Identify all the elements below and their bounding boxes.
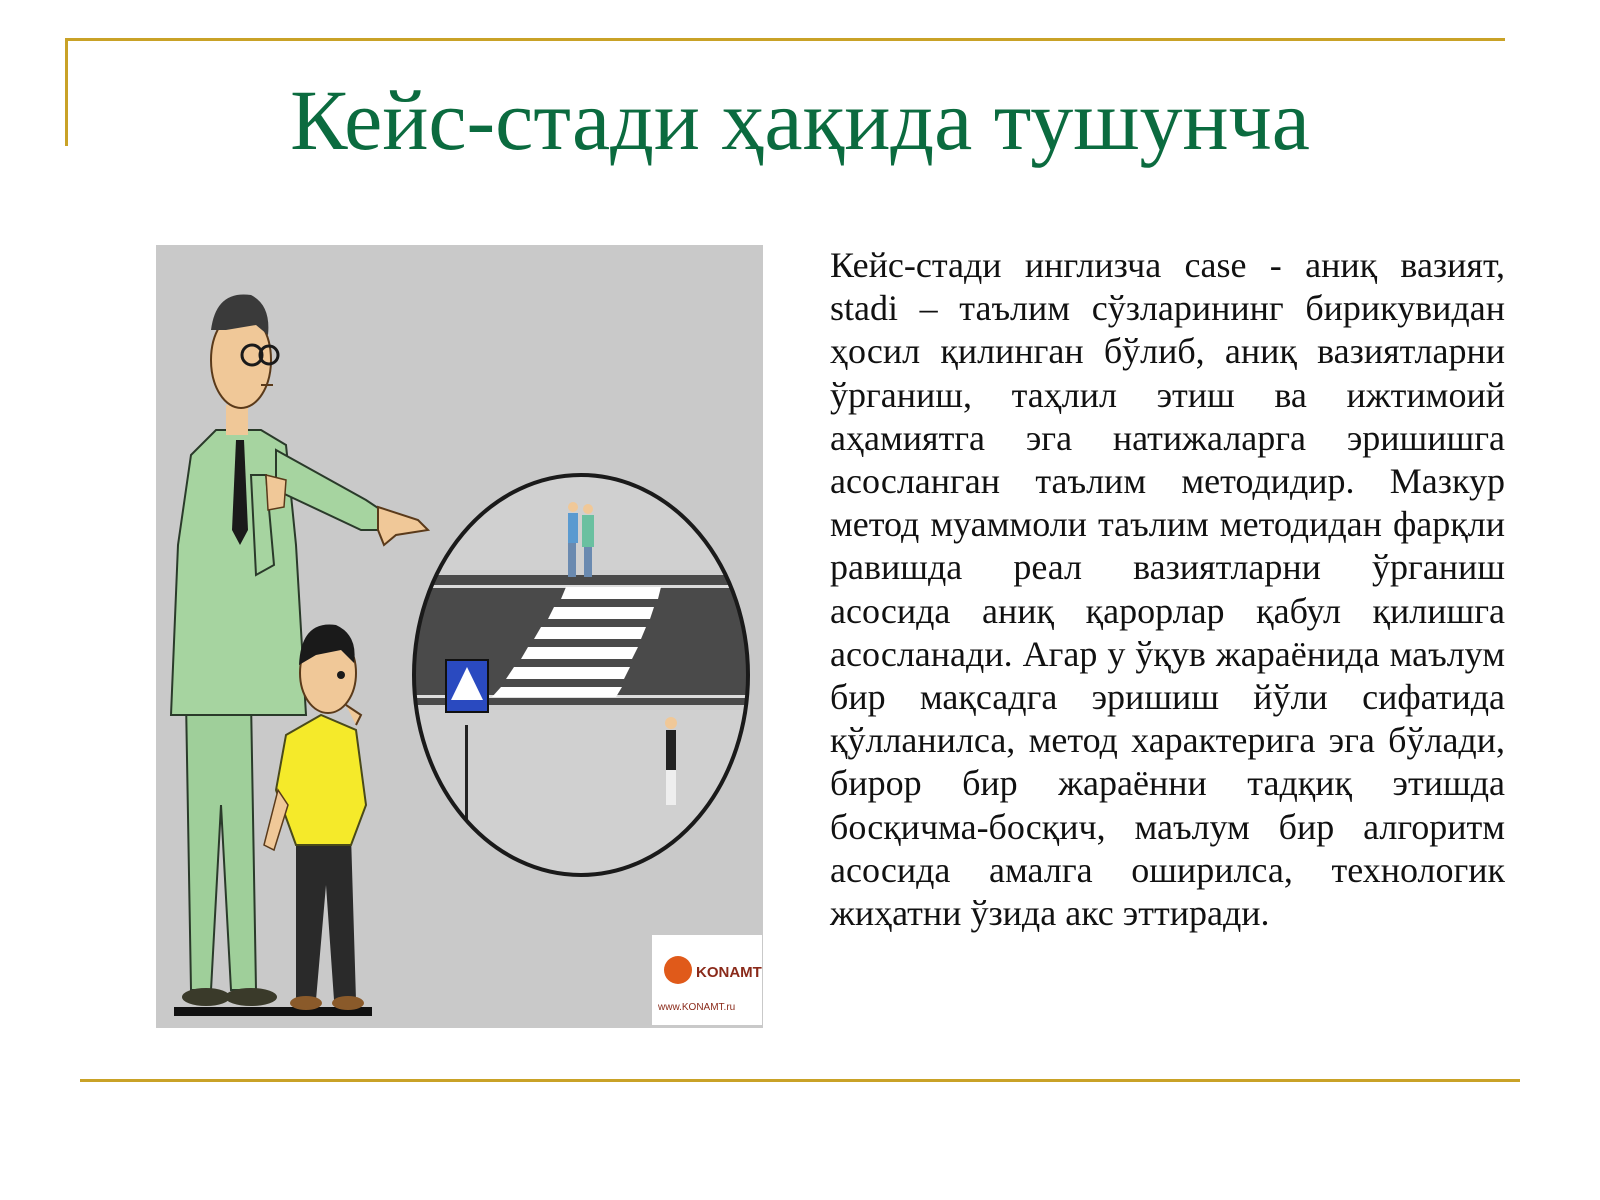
teacher-student-crosswalk-illustration — [156, 245, 763, 1028]
slide-title: Кейс-стади ҳақида тушунча — [290, 72, 1310, 168]
top-rule — [65, 38, 1505, 41]
bottom-rule — [80, 1079, 1520, 1082]
konamt-logo — [652, 935, 762, 1025]
logo-url-text: www.KONAMT.ru — [658, 1002, 736, 1013]
definition-paragraph: Кейс-стади инглизча case - аниқ вазият, stadi – таълим сўзларининг бирикувидан ҳосил қилинган бўлиб, аниқ вазиятларни ўрганиш, таҳлил этиш ва ижтимоий аҳамиятга эга натижаларга эришишга асосланган таълим методидир. Мазкур метод муаммоли таълим методидан фарқли равишда реал вазиятларни ўрганиш асосида аниқ қарорлар қабул қилишга асосланади. Агар у ўқув жараёнида маълум бир мақсадга эришиш йўли сифатида қўлланилса, метод характерига эга бўлади, бирор бир жараённи тадқиқ этишда босқичма-босқич, маълум бир алгоритм асосида амалга оширилса, технологик жиҳатни ўзида акс эттиради. — [830, 245, 1505, 934]
logo-text: KONAMT — [696, 964, 762, 981]
crosswalk-scene — [406, 465, 756, 885]
